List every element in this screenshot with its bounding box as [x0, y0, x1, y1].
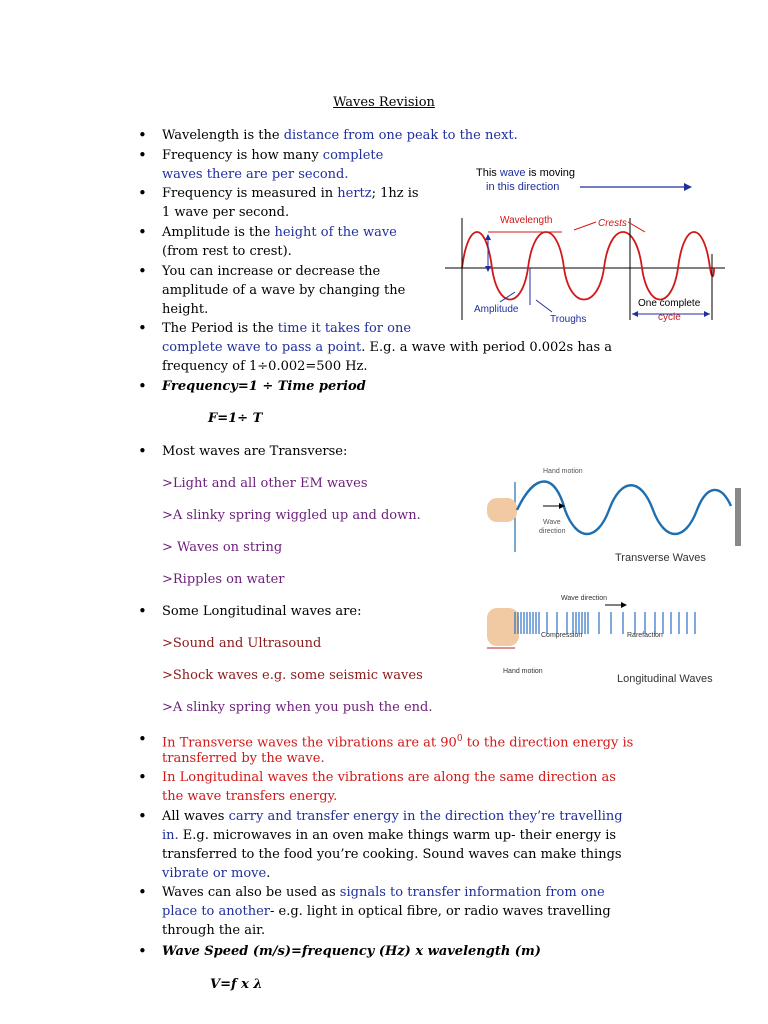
transverse-diagram [485, 462, 743, 572]
energy-line-cont2: transferred to the food you’re cooking. Sound waves can make things [162, 847, 622, 862]
svg-text:Rarefaction: Rarefaction [627, 632, 663, 639]
transverse-caption: Transverse Waves [615, 552, 706, 564]
bullet-icon: • [138, 942, 147, 960]
energy-line-cont: in. E.g. microwaves in an oven make things warm up- their energy is [162, 828, 617, 843]
bullet-measured-cont: 1 wave per second. [162, 205, 290, 220]
bullet-amplitude: Amplitude is the height of the wave [162, 225, 397, 240]
bullet-period-cont2: frequency of 1÷0.002=500 Hz. [162, 359, 368, 374]
wavelength-label: Wavelength [500, 215, 553, 226]
formula-short: F=1÷ T [208, 411, 263, 426]
longitudinal-item: >A slinky spring when you push the end. [162, 700, 433, 715]
bullet-increase: You can increase or decrease the [162, 264, 381, 279]
bullet-icon: • [138, 223, 147, 241]
formula-wave-speed-short: V=f x λ [210, 977, 263, 992]
amplitude-label: Amplitude [474, 304, 519, 315]
longitudinal-item: >Shock waves e.g. some seismic waves [162, 668, 423, 683]
bullet-icon: • [138, 319, 147, 337]
transverse-rule-cont: transferred by the wave. [162, 751, 325, 766]
longitudinal-caption: Longitudinal Waves [617, 673, 713, 685]
transverse-item: > Waves on string [162, 540, 283, 555]
bullet-icon: • [138, 442, 147, 460]
longitudinal-diagram [485, 590, 743, 690]
transverse-wave-path [517, 482, 731, 535]
crests-label: Crests [598, 218, 627, 229]
bullet-icon: • [138, 768, 147, 786]
bullet-icon: • [138, 730, 147, 748]
svg-text:Hand motion: Hand motion [503, 668, 543, 675]
bullet-measured: Frequency is measured in hertz; 1hz is [162, 186, 419, 201]
longitudinal-rule: In Longitudinal waves the vibrations are along the same direction as [162, 770, 616, 785]
energy-line-cont3: vibrate or move. [162, 866, 271, 881]
bullet-icon: • [138, 262, 147, 280]
bullet-period-cont: complete wave to pass a point. E.g. a wave with period 0.002s has a [162, 340, 613, 355]
bullet-icon: • [138, 602, 147, 620]
transverse-item: >Light and all other EM waves [162, 476, 368, 491]
svg-text:This wave is moving: This wave is moving [476, 167, 576, 179]
slinky-coils [515, 612, 695, 634]
svg-text:Compression: Compression [541, 632, 583, 639]
bullet-increase-cont: amplitude of a wave by changing the [162, 283, 406, 298]
hand-icon [487, 608, 519, 646]
svg-text:direction: direction [539, 528, 566, 535]
bullet-increase-cont2: height. [162, 302, 209, 317]
wave-diagram [440, 160, 730, 330]
wave-path [462, 232, 714, 300]
one-complete-label: One complete [638, 298, 701, 309]
bullet-frequency: Frequency is how many complete [162, 148, 384, 163]
transverse-item: >Ripples on water [162, 572, 285, 587]
energy-line: All waves carry and transfer energy in the direction they’re travelling [162, 809, 623, 824]
bullet-icon: • [138, 377, 147, 395]
bullet-amplitude-cont: (from rest to crest). [162, 244, 292, 259]
hand-icon [487, 498, 517, 522]
longitudinal-item: >Sound and Ultrasound [162, 636, 322, 651]
bullet-icon: • [138, 146, 147, 164]
formula-wave-speed: Wave Speed (m/s)=frequency (Hz) x wavelength (m) [162, 944, 541, 959]
svg-text:Wave: Wave [543, 519, 561, 526]
formula-frequency: Frequency=1 ÷ Time period [162, 379, 366, 394]
signals-line: Waves can also be used as signals to transfer information from one [162, 885, 605, 900]
bullet-frequency-cont: waves there are per second. [162, 167, 349, 182]
bullet-icon: • [138, 883, 147, 901]
longitudinal-intro: Some Longitudinal waves are: [162, 604, 362, 619]
transverse-intro: Most waves are Transverse: [162, 444, 348, 459]
bullet-wavelength: Wavelength is the distance from one peak to the next. [162, 128, 518, 143]
longitudinal-rule-cont: the wave transfers energy. [162, 789, 338, 804]
bullet-icon: • [138, 126, 147, 144]
bullet-period: The Period is the time it takes for one [162, 321, 412, 336]
page-title: Waves Revision [333, 95, 435, 110]
troughs-label: Troughs [550, 314, 587, 325]
svg-text:Hand motion: Hand motion [543, 468, 583, 475]
transverse-rule: In Transverse waves the vibrations are at $90^0$ to the direction energy is [162, 734, 634, 751]
signals-line-cont2: through the air. [162, 923, 266, 938]
signals-line-cont: place to another- e.g. light in optical fibre, or radio waves travelling [162, 904, 611, 919]
bullet-icon: • [138, 807, 147, 825]
direction-label: in this direction [486, 181, 560, 193]
bullet-icon: • [138, 184, 147, 202]
transverse-item: >A slinky spring wiggled up and down. [162, 508, 421, 523]
svg-text:Wave direction: Wave direction [561, 595, 608, 602]
cycle-label: cycle [658, 312, 681, 323]
